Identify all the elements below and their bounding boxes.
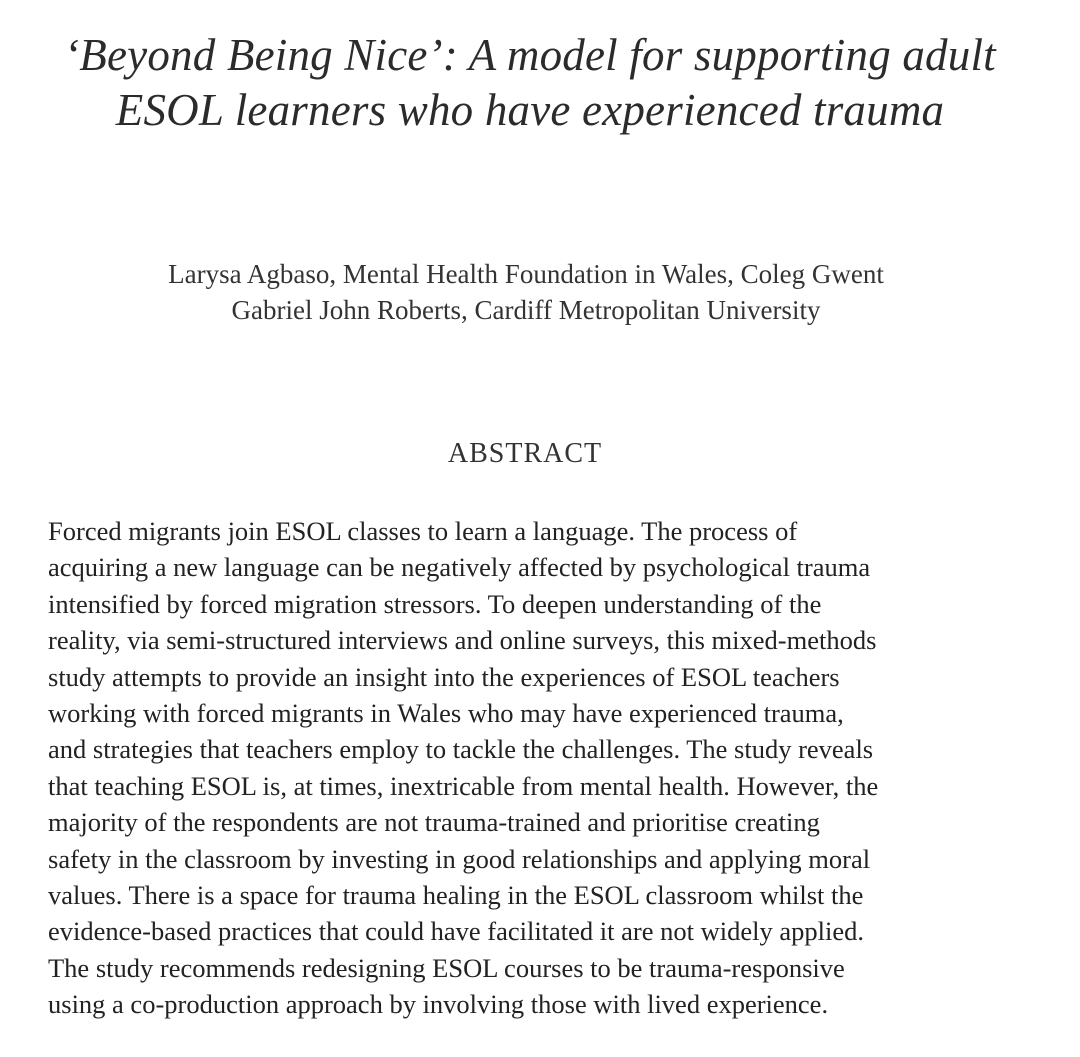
title-line: ‘Beyond Being Nice’: A model for supporting adult <box>64 30 996 80</box>
title-line: ESOL learners who have experienced trauma <box>115 85 945 135</box>
author-line: Larysa Agbaso, Mental Health Foundation in Wales, Coleg Gwent <box>168 259 884 289</box>
abstract-line: majority of the respondents are not trauma-trained and prioritise creating <box>48 807 820 838</box>
abstract-line: and strategies that teachers employ to tackle the challenges. The study reveals <box>48 734 874 765</box>
abstract-line: values. There is a space for trauma healing in the ESOL classroom whilst the <box>48 880 864 911</box>
abstract-line: acquiring a new language can be negatively affected by psychological trauma <box>48 552 871 583</box>
abstract-line: study attempts to provide an insight into the experiences of ESOL teachers <box>48 661 840 692</box>
abstract-text <box>48 513 1038 1023</box>
abstract-line: using a co-production approach by involving those with lived experience. <box>48 989 829 1020</box>
abstract-heading: ABSTRACT <box>447 438 603 469</box>
abstract-line: safety in the classroom by investing in good relationships and applying moral <box>48 843 871 874</box>
abstract-line: Forced migrants join ESOL classes to learn a language. The process of <box>48 516 798 546</box>
paper-title <box>0 28 1060 138</box>
abstract-line: working with forced migrants in Wales who may have experienced trauma, <box>48 698 844 729</box>
abstract-line: intensified by forced migration stressors. To deepen understanding of the <box>48 588 822 619</box>
author-line: Gabriel John Roberts, Cardiff Metropolitan University <box>231 295 821 325</box>
author-list <box>0 256 1052 328</box>
abstract-line: that teaching ESOL is, at times, inextricable from mental health. However, the <box>48 770 879 801</box>
abstract-line: The study recommends redesigning ESOL courses to be trauma-responsive <box>48 952 845 983</box>
abstract-line: evidence-based practices that could have facilitated it are not widely applied. <box>48 916 864 947</box>
abstract-line: reality, via semi-structured interviews and online surveys, this mixed-methods <box>48 625 877 656</box>
